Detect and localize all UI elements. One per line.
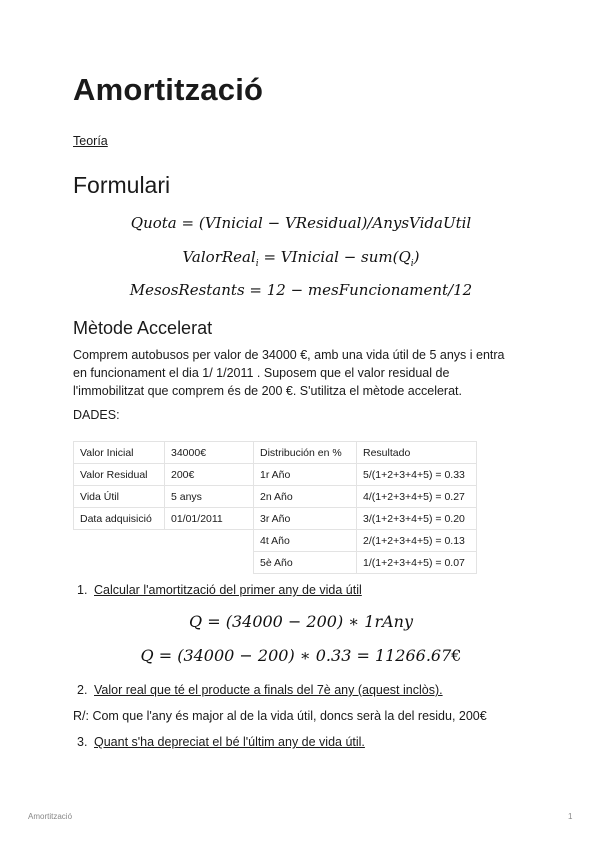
dades-table <box>73 441 477 574</box>
valor-real-rhs: = VInicial − sum(Q <box>258 248 411 266</box>
intro-paragraph <box>73 346 533 400</box>
equation-1: Q = (34000 − 200) ∗ 1rAny <box>189 612 413 631</box>
formulari-heading: Formulari <box>73 172 171 198</box>
intro-line-3: l'immobilitzat que comprem és de 200 €. S'utilitza el mètode accelerat. <box>73 384 462 398</box>
table-cell: 3/(1+2+3+4+5) = 0.20 <box>357 508 477 530</box>
question-number: 3. <box>77 735 88 749</box>
teoria-link[interactable]: Teoría <box>73 134 108 148</box>
table-cell: 4/(1+2+3+4+5) = 0.27 <box>357 486 477 508</box>
table-row <box>74 486 477 508</box>
table-row <box>74 464 477 486</box>
question-1 <box>77 583 362 597</box>
metode-heading: Mètode Accelerat <box>73 318 213 338</box>
equation-2 <box>73 646 529 665</box>
table-cell: 5 anys <box>165 486 254 508</box>
table-cell-empty <box>74 552 165 574</box>
question-2 <box>77 683 443 697</box>
table-cell: 2/(1+2+3+4+5) = 0.13 <box>357 530 477 552</box>
answer-2: R/: Com que l'any és major al de la vida útil, doncs serà la del residu, 200€ <box>73 709 487 723</box>
table-cell: Valor Residual <box>74 464 165 486</box>
euro-sign: € <box>451 646 462 665</box>
table-cell: 34000€ <box>165 442 254 464</box>
dades-label: DADES: <box>73 408 120 422</box>
table-cell: 5/(1+2+3+4+5) = 0.33 <box>357 464 477 486</box>
table-cell-empty <box>74 530 165 552</box>
formula-valor-real <box>73 248 529 269</box>
valor-real-sub: i <box>255 259 259 269</box>
footer-title: Amortització <box>28 812 73 821</box>
question-text[interactable]: Valor real que té el producte a finals del 7è any (aquest inclòs). <box>94 683 443 697</box>
table-cell: 5è Año <box>254 552 357 574</box>
table-cell-empty <box>165 552 254 574</box>
table-cell: 4t Año <box>254 530 357 552</box>
formula-quota: Quota = (VInicial − VResidual)/AnysVidaUtil <box>130 214 472 232</box>
valor-real-sub2: i <box>410 259 414 269</box>
table-row <box>74 442 477 464</box>
table-cell: 1r Año <box>254 464 357 486</box>
table-cell: Distribución en % <box>254 442 357 464</box>
question-number: 1. <box>77 583 88 597</box>
table-cell: Vida Útil <box>74 486 165 508</box>
question-3 <box>77 735 365 749</box>
page-title: Amortització <box>73 72 264 107</box>
table-cell: Resultado <box>357 442 477 464</box>
question-text[interactable]: Quant s'ha depreciat el bé l'últim any de vida útil. <box>94 735 365 749</box>
table-cell: Valor Inicial <box>74 442 165 464</box>
question-number: 2. <box>77 683 88 697</box>
table-cell: 3r Año <box>254 508 357 530</box>
question-text[interactable]: Calcular l'amortització del primer any de vida útil <box>94 583 362 597</box>
intro-line-1: Comprem autobusos per valor de 34000 €, amb una vida útil de 5 anys i entra <box>73 348 505 362</box>
footer-page-number: 1 <box>568 812 573 821</box>
intro-line-2: en funcionament el dia 1/ 1/2011 . Suposem que el valor residual de <box>73 366 450 380</box>
formula-mesos: MesosRestants = 12 − mesFuncionament/12 <box>129 281 473 299</box>
table-row <box>74 530 477 552</box>
table-cell: 01/01/2011 <box>165 508 254 530</box>
table-cell-empty <box>165 530 254 552</box>
table-cell: 200€ <box>165 464 254 486</box>
table-cell: 2n Año <box>254 486 357 508</box>
table-cell: Data adquisició <box>74 508 165 530</box>
table-row <box>74 508 477 530</box>
table-cell: 1/(1+2+3+4+5) = 0.07 <box>357 552 477 574</box>
valor-real-lhs: ValorReal <box>182 248 256 266</box>
valor-real-end: ) <box>413 248 420 266</box>
equation-2-body: Q = (34000 − 200) ∗ 0.33 = 11266.67 <box>140 646 452 665</box>
table-row <box>74 552 477 574</box>
